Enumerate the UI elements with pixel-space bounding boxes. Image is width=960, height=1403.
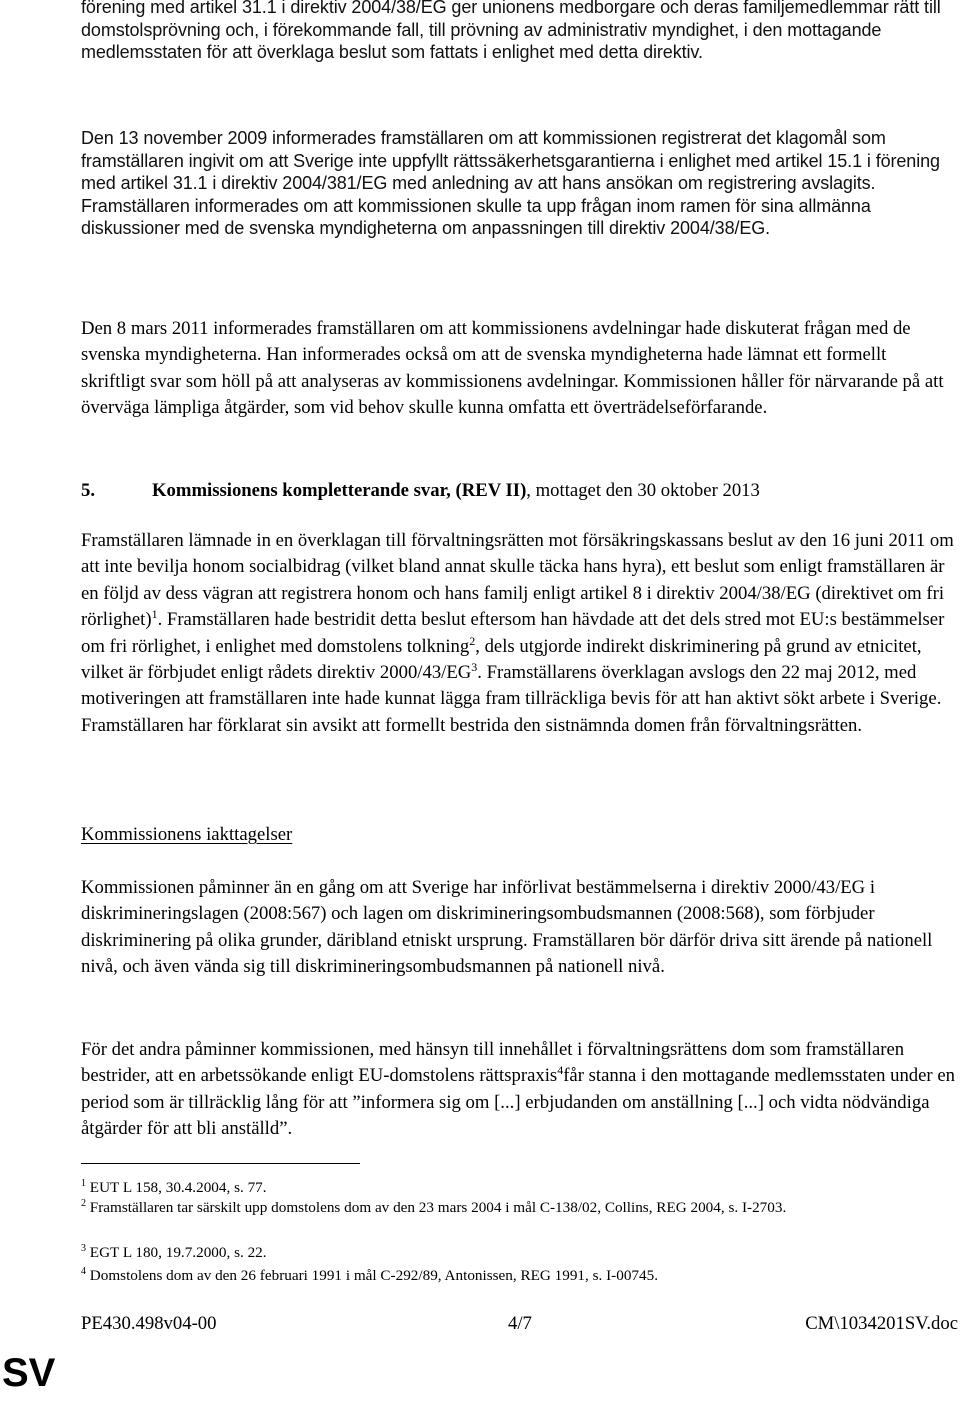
footnote-1	[81, 1178, 921, 1198]
footnote-text: EGT L 180, 19.7.2000, s. 22.	[89, 1244, 267, 1261]
paragraph-reminder: Kommissionen påminner än en gång om att Sverige har införlivat bestämmelserna i direktiv 2000/43/EG i diskrimineringslagen (2008:567) och lagen om diskrimineringsombudsmannen (2008:568), som förbjuder diskriminering på olika grunder, däribland etniskt ursprung. Framställaren bör därför driva sitt ärende på nationell nivå, och även vända sig till diskrimineringsombudsmannen på nationell nivå.	[81, 877, 933, 978]
footnote-ref-3[interactable]: 3	[471, 660, 478, 675]
section-title: Kommissionens kompletterande svar, (REV II)	[152, 480, 527, 501]
file-name: CM\1034201SV.doc	[805, 1313, 958, 1334]
paragraph-appeal-part-1: Framställaren lämnade in en överklagan till förvaltningsrätten mot försäkringskassans beslut av den 16 juni 2011 om att inte bevilja honom socialbidrag (vilket bland annat skulle täcka hans hyra), ett beslut som enligt framställaren är en följd av dess vägran att registrera honom och hans familj enligt artikel 8 i direktiv 2004/38/EG (direktivet om fri rörlighet)	[81, 530, 954, 631]
footnote-ref-2[interactable]: 2	[469, 633, 476, 648]
paragraph-nov-2009: Den 13 november 2009 informerades framställaren om att kommissionen registrerat det klagomål som framställaren ingivit om att Sverige inte uppfyllt rättssäkerhetsgarantierna i enlighet med artikel 15.1 i förening med artikel 31.1 i direktiv 2004/381/EG med anledning av att hans ansökan om registrering avslagits. Framställaren informerades om att kommissionen skulle ta upp frågan inom ramen för sina allmänna diskussioner med de svenska myndigheterna om anpassningen till direktiv 2004/38/EG.	[81, 128, 940, 239]
section-heading-5	[81, 478, 955, 504]
footnote-number: 4	[81, 1266, 86, 1277]
footnote-3	[81, 1243, 921, 1263]
language-code: SV	[2, 1351, 56, 1395]
document-reference: PE430.498v04-00	[81, 1313, 217, 1334]
page-footer	[81, 1311, 958, 1337]
section-number: 5.	[81, 480, 96, 501]
footnote-number: 1	[81, 1178, 86, 1189]
footnote-divider	[81, 1163, 360, 1164]
paragraph-continued: förening med artikel 31.1 i direktiv 2004/38/EG ger unionens medborgare och deras familjemedlemmar rätt till domstolsprövning och, i förekommande fall, till prövning av administrativ myndighet, i den mottagande medlemsstaten för att överklaga beslut som fattats i enlighet med detta direktiv.	[81, 0, 941, 63]
footnote-number: 2	[81, 1198, 86, 1209]
paragraph-jobseeker	[81, 1037, 955, 1143]
observations-heading: Kommissionens iakttagelser	[81, 824, 293, 845]
footnote-2	[81, 1198, 921, 1218]
paragraph-jobseeker-part-2: får stanna i den mottagande medlemsstaten under en period som är tillräcklig lång för att ”informera sig om [...] erbjudanden om anställning [...] och vidta nödvändiga åtgärder för att bli anställd”.	[81, 1065, 955, 1140]
footnote-text: Domstolens dom av den 26 februari 1991 i mål C-292/89, Antonissen, REG 1991, s. I-00745.	[89, 1267, 659, 1284]
section-subtitle: , mottaget den 30 oktober 2013	[526, 480, 760, 501]
footnote-4	[81, 1266, 921, 1286]
footnote-ref-4[interactable]: 4	[557, 1063, 564, 1078]
paragraph-appeal	[81, 528, 955, 739]
paragraph-appeal-part-2: . Framställaren hade bestridit detta beslut eftersom han hävdade att det dels stred mot EU:s bestämmelser om fri rörlighet, i enlighet med domstolens tolkning	[81, 609, 945, 657]
footnote-ref-1[interactable]: 1	[151, 607, 158, 622]
footnote-text: Framställaren tar särskilt upp domstolens dom av den 23 mars 2004 i mål C-138/02, Collins, REG 2004, s. I-2703.	[89, 1199, 787, 1216]
paragraph-appeal-part-4: . Framställarens överklagan avslogs den 22 maj 2012, med motiveringen att framställaren inte hade kunnat lägga fram tillräckliga bevis för att han aktivt sökt arbete i Sverige. Framställaren har förklarat sin avsikt att formellt bestrida den sistnämnda domen från förvaltningsrätten.	[81, 662, 942, 736]
paragraph-mar-2011: Den 8 mars 2011 informerades framställaren om att kommissionens avdelningar hade diskuterat frågan med de svenska myndigheterna. Han informerades också om att de svenska myndigheterna hade lämnat ett formellt skriftligt svar som höll på att analyseras av kommissionens avdelningar. Kommissionen håller för närvarande på att överväga lämpliga åtgärder, som vid behov skulle kunna omfatta ett överträdelseförfarande.	[81, 318, 944, 419]
paragraph-jobseeker-part-1: För det andra påminner kommissionen, med hänsyn till innehållet i förvaltningsrättens dom som framställaren bestrider, att en arbetssökande enligt EU-domstolens rättspraxis	[81, 1039, 905, 1087]
footnote-number: 3	[81, 1243, 86, 1254]
footnote-text: EUT L 158, 30.4.2004, s. 77.	[89, 1179, 267, 1196]
page-number: 4/7	[508, 1313, 532, 1334]
paragraph-appeal-part-3: , dels utgjorde indirekt diskriminering på grund av etnicitet, vilket är förbjudet enligt rådets direktiv 2000/43/EG	[81, 635, 922, 684]
